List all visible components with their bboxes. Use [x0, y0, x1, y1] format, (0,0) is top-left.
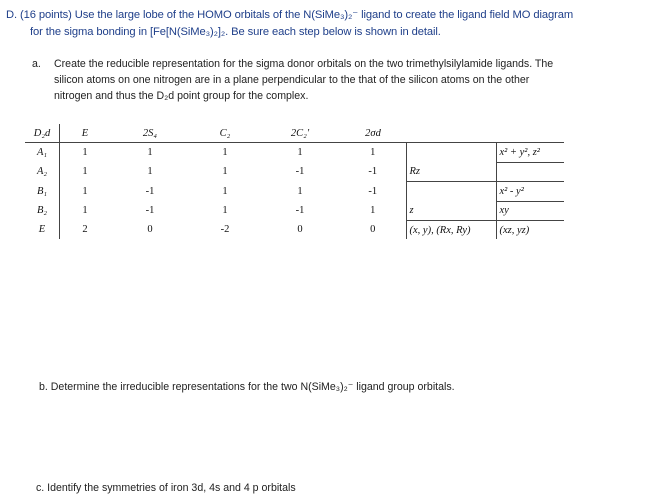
table-header-row: [25, 124, 564, 143]
character-cell: -1: [368, 166, 378, 178]
part-b-text: b. Determine the irreducible representations for the two N(SiMe₃)₂⁻ ligand group orbitals.: [39, 381, 455, 393]
character-cell: 1: [297, 147, 303, 159]
linear-cell: Rz: [406, 162, 496, 181]
column-header: 2C₂': [260, 124, 340, 143]
question-d-line-2: for the sigma bonding in [Fe[N(SiMe₃)₂]₂. Be sure each step below is shown in detail.: [30, 26, 441, 38]
irrep-label: B₂: [25, 201, 60, 220]
point-group-label: D₂d: [25, 124, 60, 143]
character-cell: 0: [297, 224, 303, 236]
column-header: C₂: [190, 124, 260, 143]
part-a-line-1: Create the reducible representation for the sigma donor orbitals on the two trimethylsilylamide ligands. The: [54, 58, 554, 70]
character-cell: -1: [295, 205, 305, 217]
quadratic-cell: x² - y²: [496, 182, 564, 201]
table-row: [25, 220, 564, 239]
character-cell: -2: [220, 224, 230, 236]
question-d-line-1: D. (16 points) Use the large lobe of the HOMO orbitals of the N(SiMe₃)₂⁻ ligand to create the ligand field MO diagram: [6, 9, 574, 21]
column-header: E: [60, 124, 111, 143]
character-cell: 1: [82, 147, 88, 159]
quadratic-cell: (xz, yz): [496, 220, 564, 239]
linear-cell: z: [406, 201, 496, 220]
character-cell: 1: [297, 185, 303, 197]
linear-cell: [406, 182, 496, 201]
part-c-text: c. Identify the symmetries of iron 3d, 4s and 4 p orbitals: [36, 482, 296, 494]
table-row: [25, 143, 564, 162]
character-cell: 1: [222, 147, 228, 159]
character-table: [25, 124, 564, 239]
column-header: 2σd: [340, 124, 406, 143]
column-header: 2S₄: [110, 124, 190, 143]
character-cell: -1: [295, 166, 305, 178]
character-cell: 1: [222, 185, 228, 197]
irrep-label: B₁: [25, 182, 60, 201]
irrep-label: A₂: [25, 162, 60, 181]
linear-cell: [406, 143, 496, 162]
quadratic-header-blank: [496, 124, 564, 143]
character-cell: 1: [147, 166, 153, 178]
linear-header-blank: [406, 124, 496, 143]
character-cell: 0: [147, 224, 153, 236]
character-cell: 0: [370, 224, 376, 236]
linear-cell: (x, y), (Rx, Ry): [406, 220, 496, 239]
character-cell: 1: [147, 147, 153, 159]
quadratic-cell: [496, 162, 564, 181]
part-a-line-3: nitrogen and thus the D₂d point group for the complex.: [54, 90, 309, 102]
character-cell: -1: [145, 185, 155, 197]
table-row: [25, 162, 564, 181]
character-cell: 1: [370, 147, 376, 159]
part-a-label: a.: [32, 58, 41, 70]
table-row: [25, 201, 564, 220]
character-cell: 1: [82, 166, 88, 178]
character-cell: 1: [82, 205, 88, 217]
character-cell: 1: [370, 205, 376, 217]
irrep-label: A₁: [25, 143, 60, 162]
character-cell: 1: [222, 205, 228, 217]
part-a-line-2: silicon atoms on one nitrogen are in a plane perpendicular to the that of the silicon atoms on the other: [54, 74, 530, 86]
quadratic-cell: xy: [496, 201, 564, 220]
quadratic-cell: x² + y², z²: [496, 143, 564, 162]
character-cell: 1: [222, 166, 228, 178]
irrep-label: E: [25, 220, 60, 239]
character-cell: -1: [368, 185, 378, 197]
character-cell: -1: [145, 205, 155, 217]
character-cell: 1: [82, 185, 88, 197]
table-row: [25, 182, 564, 201]
character-cell: 2: [82, 224, 88, 236]
